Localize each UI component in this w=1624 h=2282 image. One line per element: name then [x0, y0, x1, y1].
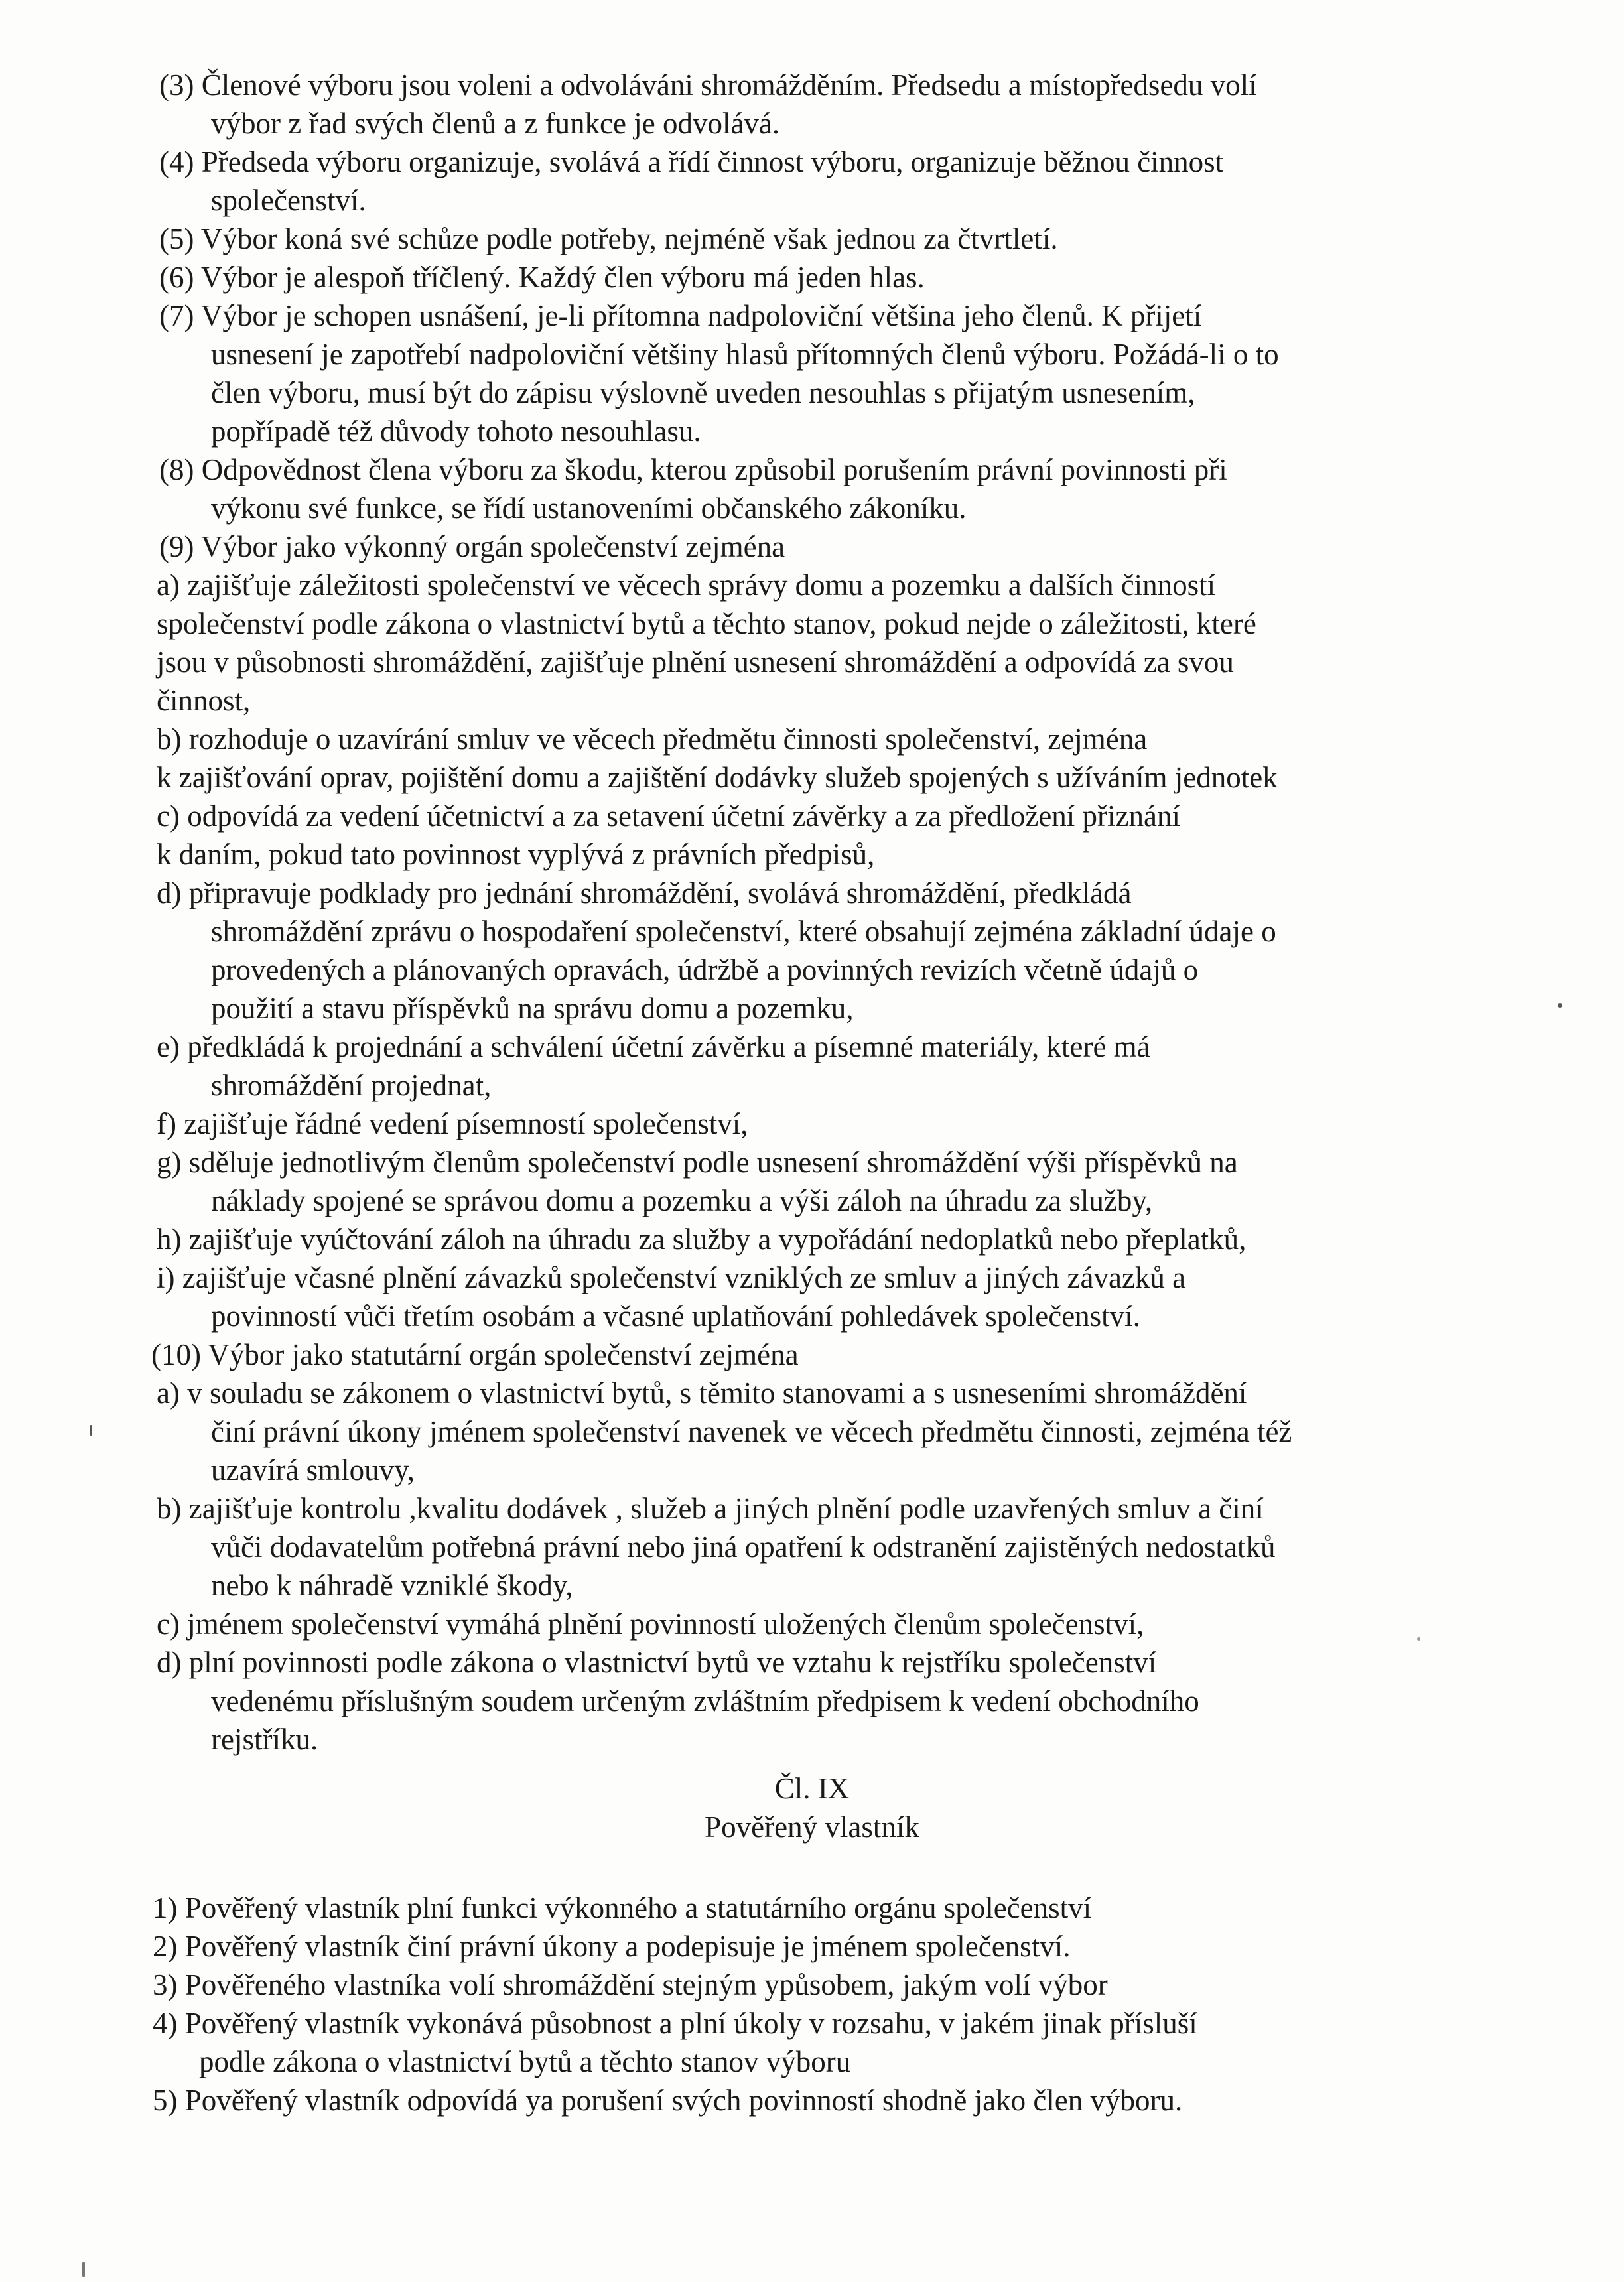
text-line: h) zajišťuje vyúčtování záloh na úhradu za služby a vypořádání nedoplatků nebo přeplatků,: [157, 1223, 1247, 1256]
text-line: činnost,: [157, 684, 251, 717]
list-item: 3) Pověřeného vlastníka volí shromáždění stejným ypůsobem, jakým volí výbor: [153, 1968, 1108, 2001]
text-line: c) jménem společenství vymáhá plnění povinností uložených členům společenství,: [157, 1607, 1144, 1641]
scan-speck: [1417, 1637, 1420, 1641]
text-line: (7) Výbor je schopen usnášení, je-li přítomna nadpoloviční většina jeho členů. K přijetí: [159, 299, 1202, 332]
text-line: náklady spojené se správou domu a pozemku a výši záloh na úhradu za služby,: [211, 1184, 1153, 1217]
text-line: b) zajišťuje kontrolu ,kvalitu dodávek , služeb a jiných plnění podle uzavřených smluv a činí: [157, 1492, 1264, 1525]
text-line: k zajišťování oprav, pojištění domu a zajištění dodávky služeb spojených s užíváním jednotek: [157, 761, 1278, 794]
text-line: činí právní úkony jménem společenství navenek ve věcech předmětu činnosti, zejména též: [211, 1415, 1292, 1448]
text-line: rejstříku.: [211, 1723, 318, 1756]
text-line: výbor z řad svých členů a z funkce je odvolává.: [211, 107, 780, 140]
text-line: a) v souladu se zákonem o vlastnictví bytů, s těmito stanovami a s usneseními shromáždění: [157, 1376, 1247, 1410]
text-line: nebo k náhradě vzniklé škody,: [211, 1569, 573, 1602]
text-line: shromáždění projednat,: [211, 1069, 492, 1102]
text-line: (4) Předseda výboru organizuje, svolává a řídí činnost výboru, organizuje běžnou činnost: [159, 145, 1224, 178]
text-line: uzavírá smlouvy,: [211, 1453, 415, 1487]
article-title: Pověřený vlastník: [705, 1810, 919, 1844]
scan-speck: [1558, 1003, 1562, 1008]
text-line: (8) Odpovědnost člena výboru za škodu, kterou způsobil porušením právní povinnosti při: [159, 453, 1227, 486]
text-line: jsou v působnosti shromáždění, zajišťuje plnění usnesení shromáždění a odpovídá za svou: [157, 645, 1234, 679]
text-line: a) zajišťuje záležitosti společenství ve věcech správy domu a pozemku a dalších činností: [157, 569, 1216, 602]
list-item: 1) Pověřený vlastník plní funkci výkonného a statutárního orgánu společenství: [153, 1891, 1092, 1924]
text-line: (6) Výbor je alespoň tříčlený. Každý člen výboru má jeden hlas.: [159, 261, 925, 294]
text-line: popřípadě též důvody tohoto nesouhlasu.: [211, 415, 701, 448]
text-line: i) zajišťuje včasné plnění závazků společenství vzniklých ze smluv a jiných závazků a: [157, 1261, 1186, 1294]
article-number: Čl. IX: [774, 1772, 850, 1805]
list-item: 4) Pověřený vlastník vykonává působnost a plní úkoly v rozsahu, v jakém jinak přísluší: [153, 2007, 1197, 2040]
text-line: d) připravuje podklady pro jednání shromáždění, svolává shromáždění, předkládá: [157, 876, 1132, 909]
text-line: člen výboru, musí být do zápisu výslovně uveden nesouhlas s přijatým usnesením,: [211, 376, 1195, 409]
text-line: d) plní povinnosti podle zákona o vlastnictví bytů ve vztahu k rejstříku společenství: [157, 1646, 1157, 1679]
text-line: f) zajišťuje řádné vedení písemností společenství,: [157, 1107, 748, 1140]
text-line: provedených a plánovaných opravách, údržbě a povinných revizích včetně údajů o: [211, 953, 1199, 986]
list-item: podle zákona o vlastnictví bytů a těchto stanov výboru: [199, 2045, 851, 2078]
list-item: 5) Pověřený vlastník odpovídá ya porušení svých povinností shodně jako člen výboru.: [153, 2084, 1183, 2117]
text-line: výkonu své funkce, se řídí ustanoveními občanského zákoníku.: [211, 492, 967, 525]
text-line: společenství podle zákona o vlastnictví bytů a těchto stanov, pokud nejde o záležitosti, které: [157, 607, 1256, 640]
text-line: povinností vůči třetím osobám a včasné uplatňování pohledávek společenství.: [211, 1300, 1140, 1333]
text-line: c) odpovídá za vedení účetnictví a za setavení účetní závěrky a za předložení přiznání: [157, 799, 1180, 833]
scan-speck: [82, 2262, 85, 2277]
text-line: usnesení je zapotřebí nadpoloviční většiny hlasů přítomných členů výboru. Požádá-li o to: [211, 338, 1279, 371]
text-line: (3) Členové výboru jsou voleni a odvoláváni shromážděním. Předsedu a místopředsedu volí: [159, 68, 1257, 101]
text-line: (10) Výbor jako statutární orgán společenství zejména: [151, 1338, 799, 1371]
text-line: použití a stavu příspěvků na správu domu a pozemku,: [211, 992, 854, 1025]
scan-speck: [90, 1425, 92, 1436]
text-line: g) sděluje jednotlivým členům společenství podle usnesení shromáždění výši příspěvků na: [157, 1146, 1238, 1179]
text-line: b) rozhoduje o uzavírání smluv ve věcech předmětu činnosti společenství, zejména: [157, 722, 1148, 756]
list-item: 2) Pověřený vlastník činí právní úkony a podepisuje je jménem společenství.: [153, 1930, 1071, 1963]
text-line: (5) Výbor koná své schůze podle potřeby, nejméně však jednou za čtvrtletí.: [159, 222, 1058, 255]
text-line: k daním, pokud tato povinnost vyplývá z právních předpisů,: [157, 838, 875, 871]
text-line: vůči dodavatelům potřebná právní nebo jiná opatření k odstranění zajistěných nedostatků: [211, 1530, 1276, 1564]
text-line: (9) Výbor jako výkonný orgán společenství zejména: [159, 530, 785, 563]
text-line: společenství.: [211, 184, 366, 217]
text-line: e) předkládá k projednání a schválení účetní závěrku a písemné materiály, které má: [157, 1030, 1150, 1063]
text-line: shromáždění zprávu o hospodaření společenství, které obsahují zejména základní údaje o: [211, 915, 1276, 948]
text-line: vedenému příslušným soudem určeným zvláštním předpisem k vedení obchodního: [211, 1684, 1199, 1717]
